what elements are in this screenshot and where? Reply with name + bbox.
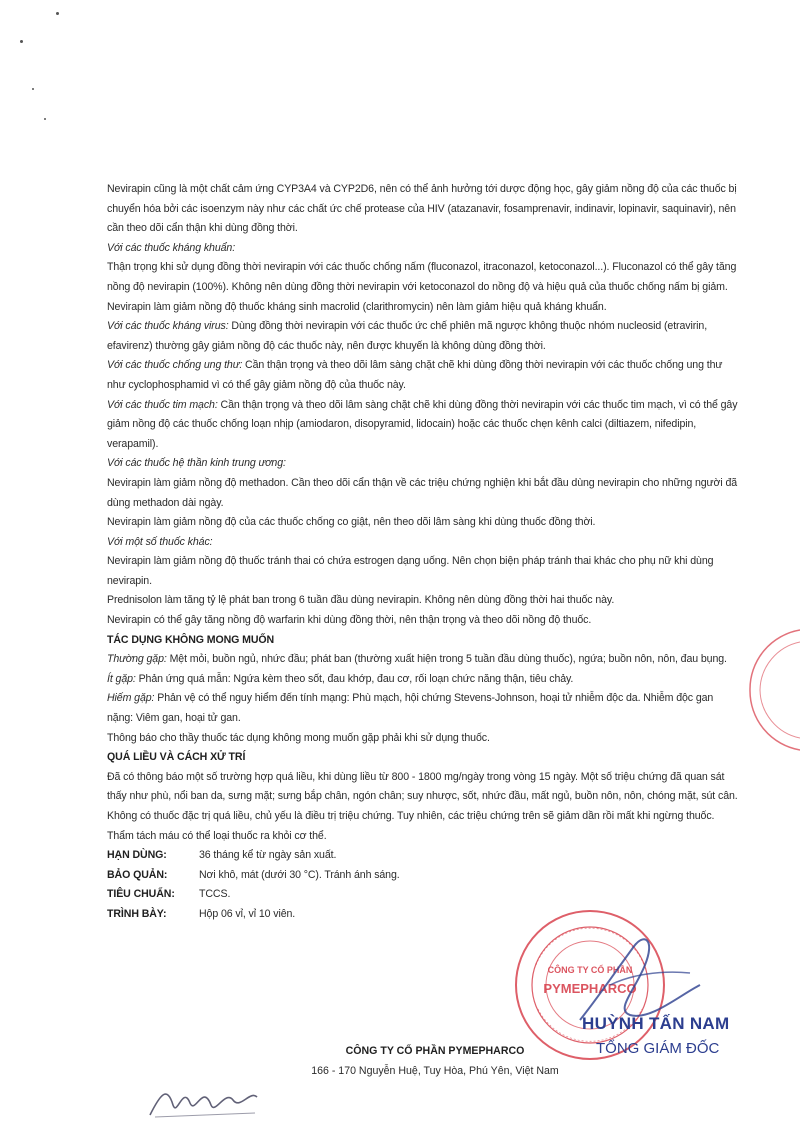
spec-label: BẢO QUẢN: — [107, 868, 168, 881]
subsection-heading: Với các thuốc hệ thần kinh trung ương: — [107, 457, 286, 470]
paragraph-lead: Hiếm gặp: — [107, 692, 155, 705]
partial-stamp-mark — [730, 620, 800, 760]
scan-speck — [56, 12, 59, 15]
spec-label: HẠN DÙNG: — [107, 849, 167, 862]
company-name: CÔNG TY CỔ PHẦN PYMEPHARCO — [345, 1045, 525, 1057]
paragraph-lead: Ít gặp: — [107, 672, 136, 685]
spec-value: Nơi khô, mát (dưới 30 °C). Tránh ánh sáng. — [199, 868, 400, 881]
paragraph: Prednisolon làm tăng tỷ lệ phát ban trong 6 tuần đầu dùng nevirapin. Không nên dùng đồng thời hai thuốc này. — [107, 594, 615, 607]
paragraph: Nevirapin cũng là một chất cảm ứng CYP3A4 và CYP2D6, nên có thể ảnh hưởng tới dược động học, gây giảm nồng độ của các thuốc bị chuyển hóa bởi các isoenzym này như các chất ức chế protease của HIV (atazanavir, fosamprenavir, indinavir, lopinavir, saquinavir), nên cần theo dõi cẩn thận khi dùng đồng thời. — [107, 183, 737, 235]
scan-speck — [44, 118, 46, 120]
paragraph-lead: Với các thuốc tim mạch: — [107, 398, 218, 411]
paragraph-lead: Với các thuốc kháng virus: — [107, 320, 229, 333]
paragraph-text: Phản vệ có thể nguy hiểm đến tính mạng: Phù mạch, hội chứng Stevens-Johnson, hoại tử nhiễm độc da. Nhiễm độc gan nặng: Viêm gan, hoại tử gan. — [107, 692, 714, 725]
spec-value: TCCS. — [199, 888, 231, 901]
paragraph — [107, 317, 739, 356]
spec-label: TIÊU CHUẨN: — [107, 888, 175, 901]
paragraph: Nevirapin làm giảm nồng độ thuốc kháng sinh macrolid (clarithromycin) nên làm giảm hiệu quả kháng khuẩn. — [107, 300, 607, 313]
paragraph: Đã có thông báo một số trường hợp quá liều, khi dùng liều từ 800 - 1800 mg/ngày trong vòng 15 ngày. Một số triệu chứng đã quan sát thấy như phù, nổi ban da, sưng mặt; sưng bắp chân, ngón chân; suy nhược, sốt, nhức đầu, mất ngủ, buồn nôn, nôn, chóng mặt, sút cân. Không có thuốc đặc trị quá liều, chủ yếu là điều trị triệu chứng. Tuy nhiên, các triệu chứng trên sẽ giảm dần rồi mất khi ngừng thuốc. Thẩm tách máu có thể loại thuốc ra khỏi cơ thể. — [107, 770, 738, 842]
paragraph — [107, 689, 739, 728]
paragraph-text: Dùng đồng thời nevirapin với các thuốc ức chế phiên mã ngược không thuộc nhóm nucleosid (etravirin, efavirenz) thường gây giảm nồng độ các thuốc này, nên được khuyến là không dùng đồng thời. — [107, 320, 708, 352]
spec-value: 36 tháng kể từ ngày sản xuất. — [199, 849, 337, 862]
paragraph — [107, 670, 739, 690]
spec-value: Hộp 06 vỉ, vỉ 10 viên. — [199, 907, 296, 920]
paragraph-text: Mệt mỏi, buồn ngủ, nhức đầu; phát ban (thường xuất hiện trong 5 tuần đầu dùng thuốc), ngứa; buồn nôn, nôn, đau bụng. — [166, 653, 727, 666]
paragraph-text: Cần thận trọng và theo dõi lâm sàng chặt chẽ khi dùng đồng thời nevirapin với các thuốc tim mạch, vì có thể gây giảm nồng độ các thuốc chống loạn nhịp (amiodaron, disopyramid, lidocain) hoặc các thuốc chẹn kênh calci (diltiazem, nifedipin, verapamil). — [107, 398, 738, 450]
company-address: 166 - 170 Nguyễn Huệ, Tuy Hòa, Phú Yên, Việt Nam — [311, 1065, 559, 1077]
paragraph — [107, 396, 739, 455]
paragraph: Nevirapin làm giảm nồng độ thuốc tránh thai có chứa estrogen dạng uống. Nên chọn biện pháp tránh thai khác cho phụ nữ khi dùng nevirapin. — [107, 555, 714, 587]
svg-text:CÔNG TY CỔ PHẦN: CÔNG TY CỔ PHẦN — [547, 965, 633, 975]
handwritten-initials — [145, 1075, 265, 1120]
signatory-name: HUỲNH TẤN NAM — [582, 1014, 730, 1033]
paragraph-text: Cần thận trọng và theo dõi lâm sàng chặt chẽ khi dùng đồng thời nevirapin với các thuốc chống ung thư như cyclophosphamid vì có thể gây giảm nồng độ của thuốc này. — [107, 359, 723, 391]
spec-row — [107, 846, 739, 866]
paragraph: Nevirapin làm giảm nồng độ của các thuốc chống co giật, nên theo dõi lâm sàng khi dùng thuốc đồng thời. — [107, 516, 596, 529]
paragraph: Thận trọng khi sử dụng đồng thời nevirapin với các thuốc chống nấm (fluconazol, itraconazol, ketoconazol...). Fluconazol có thể gây tăng nồng độ nevirapin (100%). Không nên dùng đồng thời nevirapin với ketoconazol do nồng độ và hiệu quả của thuốc chống nấm bị giảm. — [107, 261, 737, 293]
paragraph-lead: Thường gặp: — [107, 653, 167, 666]
svg-text:PYMEPHARCO: PYMEPHARCO — [543, 981, 637, 996]
section-heading: TÁC DỤNG KHÔNG MONG MUỐN — [107, 633, 275, 646]
signatory-title: TỔNG GIÁM ĐỐC — [596, 1040, 720, 1057]
scan-speck — [32, 88, 34, 90]
subsection-heading: Với các thuốc kháng khuẩn: — [107, 241, 236, 254]
paragraph-lead: Với các thuốc chống ung thư: — [107, 359, 243, 372]
scan-speck — [20, 40, 23, 43]
paragraph: Nevirapin làm giảm nồng độ methadon. Cần theo dõi cẩn thận về các triệu chứng nghiện khi bắt đầu dùng nevirapin cho những người đã dùng methadon dài ngày. — [107, 476, 738, 509]
paragraph — [107, 650, 739, 670]
section-heading: QUÁ LIỀU VÀ CÁCH XỬ TRÍ — [107, 751, 246, 764]
paragraph: Nevirapin có thể gây tăng nồng độ warfarin khi dùng đồng thời, nên thận trọng và theo dõi nồng độ thuốc. — [107, 614, 592, 627]
paragraph-text: Phản ứng quá mẫn: Ngứa kèm theo sốt, đau khớp, đau cơ, rối loạn chức năng thận, tiêu chảy. — [135, 672, 574, 685]
spec-row — [107, 885, 739, 905]
paragraph — [107, 356, 739, 395]
paragraph: Thông báo cho thầy thuốc tác dụng không mong muốn gặp phải khi sử dụng thuốc. — [107, 731, 490, 744]
spec-label: TRÌNH BÀY: — [107, 907, 167, 920]
spec-row — [107, 866, 739, 886]
subsection-heading: Với một số thuốc khác: — [107, 535, 213, 548]
company-footer — [300, 1041, 570, 1081]
document-body — [107, 180, 739, 925]
